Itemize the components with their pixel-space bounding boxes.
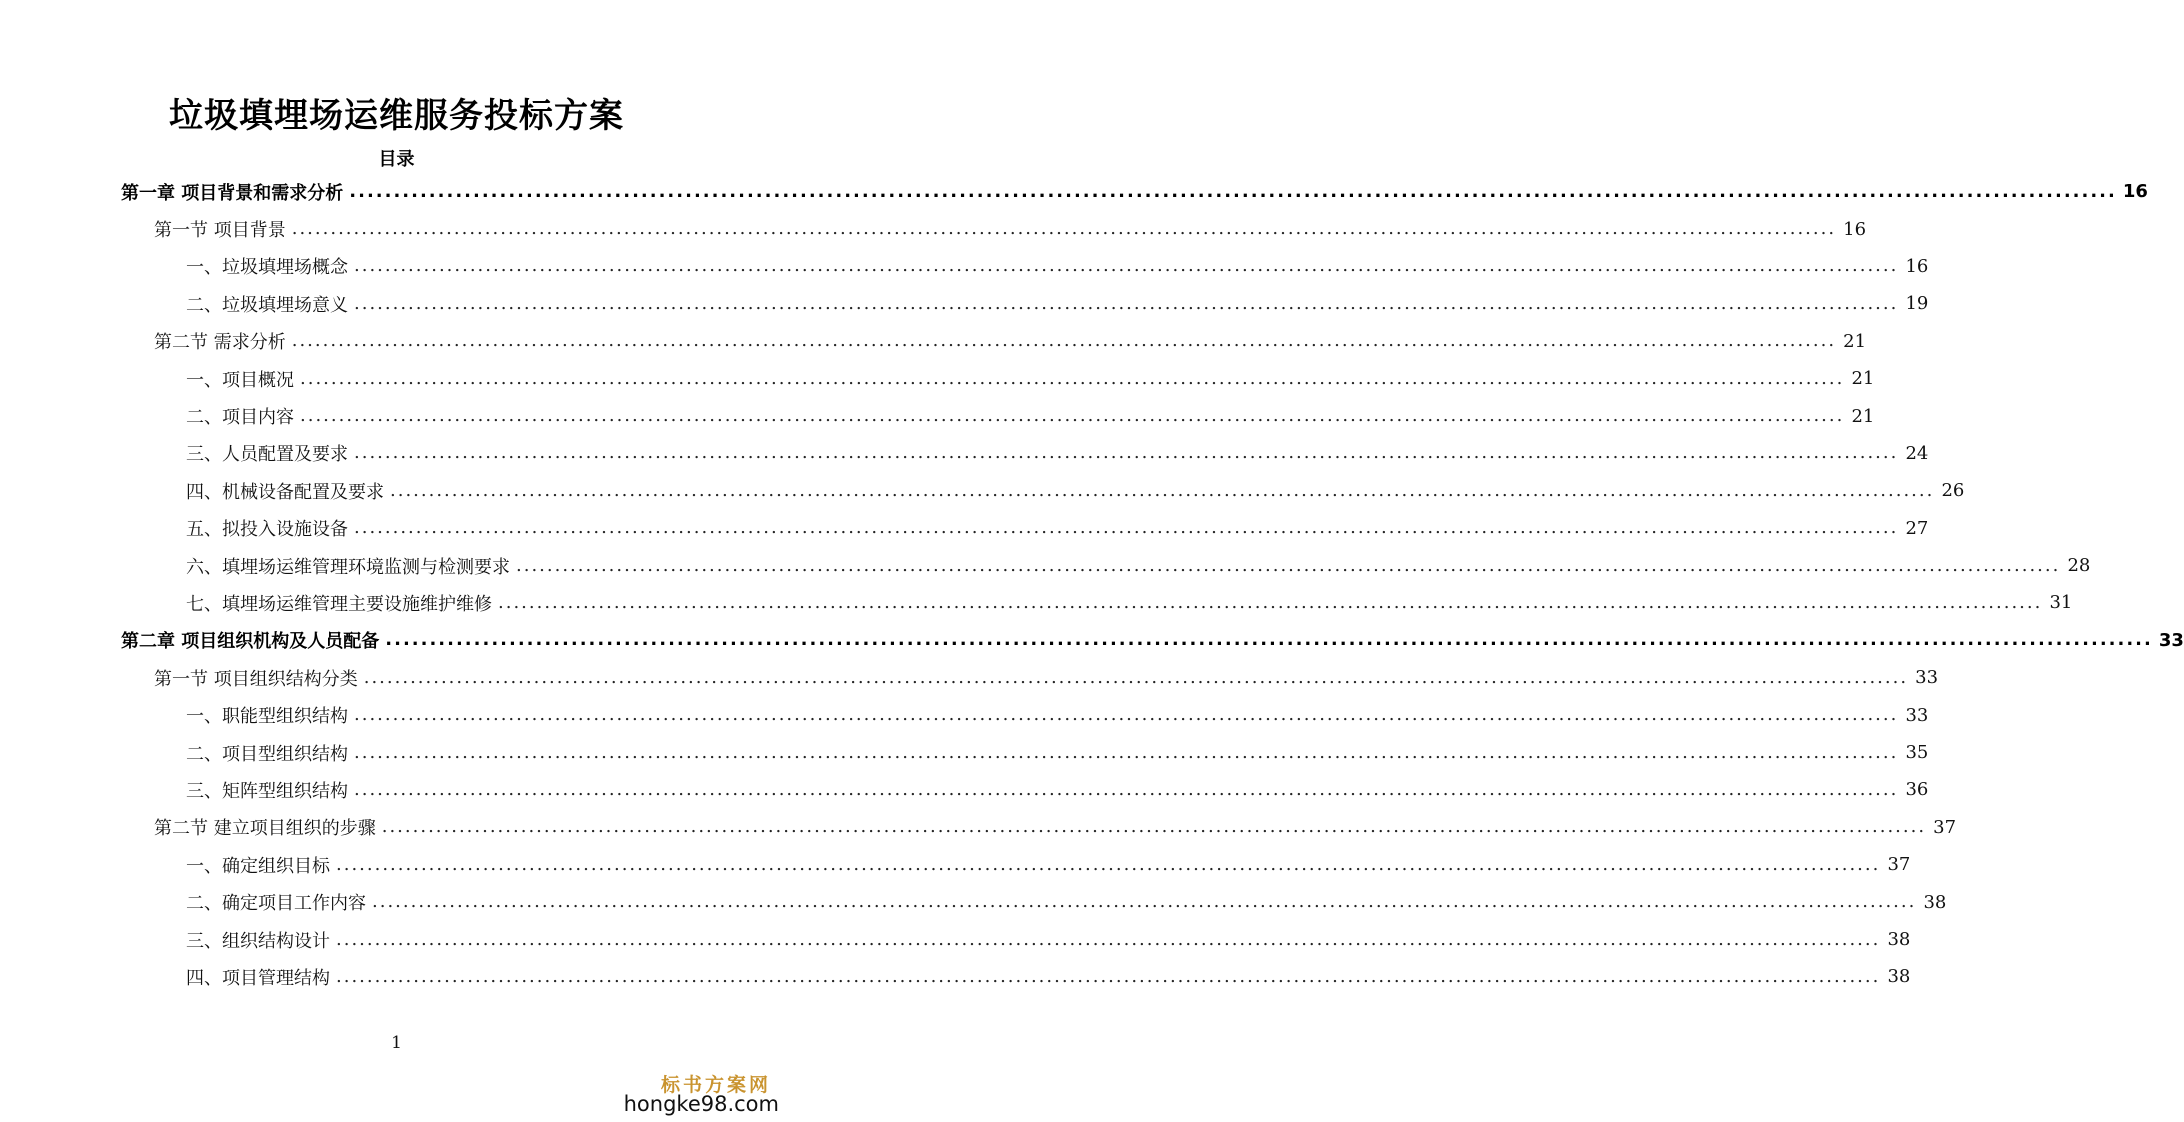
toc-entry-label: 第二节 建立项目组织的步骤 [154,818,376,840]
toc-section-entry[interactable] [0,809,1957,846]
toc-subsection-entry[interactable] [0,846,1911,883]
toc-dot-leader: ........................................................................................................................................................................................................ [354,442,1899,464]
toc-entry-page: 33 [1915,667,1939,689]
toc-entry-label: 一、确定组织目标 [186,855,330,877]
watermark-url: hongke98.com [623,1092,779,1116]
toc-dot-leader: ........................................................................................................................................................................................................ [354,741,1899,763]
toc-entry-page: 33 [1905,704,1929,726]
toc-entry-label: 第一章 项目背景和需求分析 [121,182,344,204]
toc-entry-page: 16 [2122,181,2148,203]
toc-dot-leader: ........................................................................................................................................................................................................ [336,928,1881,950]
toc-entry-page: 38 [1887,929,1911,950]
toc-section-entry[interactable] [0,210,1867,247]
toc-subsection-entry[interactable] [0,584,2073,621]
toc-heading: 目录 [378,149,415,170]
toc-entry-label: 一、职能型组织结构 [186,706,348,728]
toc-subsection-entry[interactable] [0,285,1929,322]
toc-dot-leader: ........................................................................................................................................................................................................ [300,367,1845,389]
toc-entry-label: 二、项目内容 [186,407,294,429]
toc-section-entry[interactable] [0,659,1939,696]
toc-entry-label: 五、拟投入设施设备 [186,519,348,541]
toc-dot-leader: ........................................................................................................................................................................................................ [498,591,2043,613]
toc-entry-page: 31 [2049,592,2073,614]
toc-entry-label: 第一节 项目组织结构分类 [154,668,358,690]
toc-entry-label: 一、垃圾填埋场概念 [186,257,348,279]
toc-dot-leader: ........................................................................................................................................................................................................ [381,816,1927,838]
toc-entry-label: 二、垃圾填埋场意义 [186,294,348,316]
toc-chapter-entry[interactable] [0,173,2148,210]
toc-dot-leader: ........................................................................................................................................................................................................ [354,292,1899,314]
toc-subsection-entry[interactable] [0,248,1929,285]
toc-dot-leader: ........................................................................................................................................................................................................ [349,180,2117,202]
toc-entry-label: 七、填埋场运维管理主要设施维护维修 [186,593,492,615]
toc-subsection-entry[interactable] [0,360,1875,397]
toc-entry-label: 四、机械设备配置及要求 [186,481,384,503]
toc-entry-page: 33 [2158,629,2184,651]
toc-entry-page: 16 [1843,218,1867,240]
toc-dot-leader: ........................................................................................................................................................................................................ [354,517,1899,539]
toc-subsection-entry[interactable] [0,921,1911,958]
toc-subsection-entry[interactable] [0,472,1965,509]
toc-section-entry[interactable] [0,323,1867,360]
toc-subsection-entry[interactable] [0,958,1911,995]
toc-entry-label: 第二节 需求分析 [154,332,286,354]
toc-entry-page: 26 [1941,480,1965,502]
toc-entry-page: 21 [1851,368,1875,390]
toc-entry-label: 四、项目管理结构 [186,967,330,989]
toc-dot-leader: ........................................................................................................................................................................................................ [354,255,1899,277]
toc-entry-label: 一、项目概况 [186,369,294,391]
toc-entry-page: 27 [1905,517,1929,539]
toc-entry-label: 三、组织结构设计 [186,930,330,952]
toc-entry-label: 第一节 项目背景 [154,220,286,242]
toc-dot-leader: ........................................................................................................................................................................................................ [300,405,1845,427]
toc-subsection-entry[interactable] [0,734,1929,771]
toc-subsection-entry[interactable] [0,547,2091,584]
toc-entry-page: 21 [1851,405,1875,427]
toc-dot-leader: ........................................................................................................................................................................................................ [363,666,1909,688]
toc-subsection-entry[interactable] [0,510,1929,547]
toc-entry-page: 24 [1905,442,1929,464]
toc-entry-label: 二、项目型组织结构 [186,743,348,765]
toc-dot-leader: ........................................................................................................................................................................................................ [354,704,1899,726]
toc-entry-page: 37 [1887,854,1911,876]
table-of-contents [0,173,2184,996]
toc-dot-leader: ........................................................................................................................................................................................................ [372,891,1917,913]
page-number: 1 [391,1033,402,1053]
toc-entry-label: 三、人员配置及要求 [186,444,348,466]
toc-entry-label: 二、确定项目工作内容 [186,893,366,915]
toc-entry-page: 28 [2067,555,2091,577]
toc-dot-leader: ........................................................................................................................................................................................................ [385,629,2153,651]
toc-dot-leader: ........................................................................................................................................................................................................ [336,965,1881,987]
toc-entry-page: 37 [1933,816,1957,838]
toc-dot-leader: ........................................................................................................................................................................................................ [291,218,1837,240]
toc-entry-label: 六、填埋场运维管理环境监测与检测要求 [186,556,510,578]
toc-subsection-entry[interactable] [0,883,1947,920]
toc-entry-page: 21 [1843,330,1867,352]
toc-dot-leader: ........................................................................................................................................................................................................ [336,853,1881,875]
toc-dot-leader: ........................................................................................................................................................................................................ [354,778,1899,800]
toc-dot-leader: ........................................................................................................................................................................................................ [291,330,1837,352]
toc-entry-page: 35 [1905,742,1929,764]
toc-subsection-entry[interactable] [0,397,1875,434]
toc-entry-label: 三、矩阵型组织结构 [186,780,348,802]
toc-subsection-entry[interactable] [0,435,1929,472]
toc-subsection-entry[interactable] [0,696,1929,733]
toc-dot-leader: ........................................................................................................................................................................................................ [516,554,2061,576]
watermark-site-name: 标书方案网 [660,1074,771,1096]
toc-entry-page: 16 [1905,255,1929,277]
toc-entry-page: 19 [1905,293,1929,315]
toc-subsection-entry[interactable] [0,771,1929,808]
toc-entry-page: 36 [1905,779,1929,801]
toc-dot-leader: ........................................................................................................................................................................................................ [390,479,1935,501]
toc-entry-page: 38 [1887,966,1911,988]
toc-chapter-entry[interactable] [0,622,2184,659]
toc-entry-label: 第二章 项目组织机构及人员配备 [121,631,380,653]
document-title: 垃圾填埋场运维服务投标方案 [169,96,624,136]
toc-entry-page: 38 [1923,891,1947,913]
